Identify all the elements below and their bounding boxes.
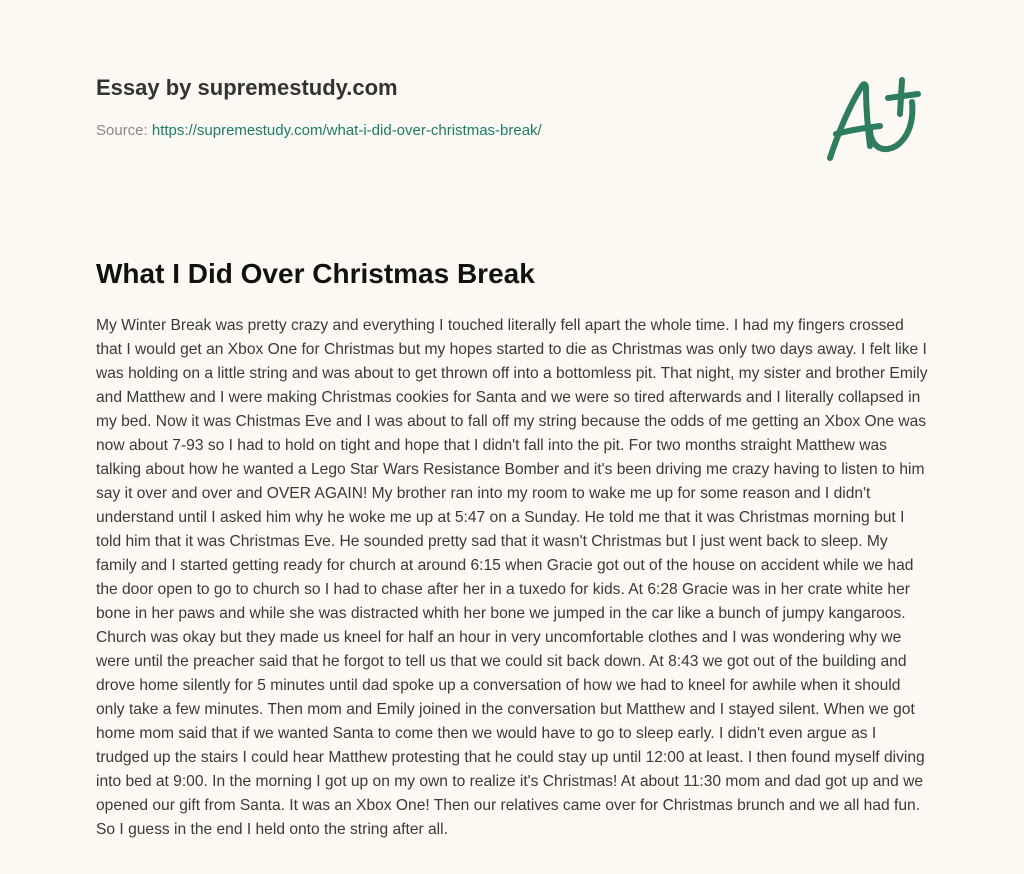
source-line xyxy=(96,121,936,141)
page-header xyxy=(96,74,936,141)
essay-body: My Winter Break was pretty crazy and everything I touched literally fell apart the whole time. I had my fingers crossed that I would get an Xbox One for Christmas but my hopes started to die as Christmas was only two days away. I felt like I was holding on a little string and was about to get thrown off into a bottomless pit. That night, my sister and brother Emily and Matthew and I were making Christmas cookies for Santa and we were so tired afterwards and I literally collapsed in my bed. Now it was Chistmas Eve and I was about to fall off my string because the odds of me getting an Xbox One was now about 7-93 so I had to hold on tight and hope that I didn't fall into the pit. For two months straight Matthew was talking about how he wanted a Lego Star Wars Resistance Bomber and it's been driving me crazy having to listen to him say it over and over and OVER AGAIN! My brother ran into my room to wake me up for some reason and I didn't understand until I asked him why he woke me up at 5:47 on a Sunday. He told me that it was Christmas morning but I told him that it was Christmas Eve. He sounded pretty sad that it wasn't Christmas but I just went back to sleep. My family and I started getting ready for church at around 6:15 when Gracie got out of the house on accident while we had the door open to go to church so I had to chase after her in a tuxedo for kids. At 6:28 Gracie was in her crate white her bone in her paws and while she was distracted whith her bone we jumped in the car like a bunch of jumpy kangaroos. Church was okay but they made us kneel for half an hour in very uncomfortable clothes and I was wondering why we were until the preacher said that he forgot to tell us that we could sit back down. At 8:43 we got out of the building and drove home silently for 5 minutes until dad spoke up a conversation of how we had to kneel for awhile when it should only take a few minutes. Then mom and Emily joined in the conversation but Matthew and I stayed silent. When we got home mom said that if we wanted Santa to come then we would have to go to sleep early. I didn't even argue as I trudged up the stairs I could hear Matthew protesting that he could stay up until 12:00 at least. I then found myself diving into bed at 9:00. In the morning I got up on my own to realize it's Christmas! At about 11:30 mom and dad got up and we opened our gift from Santa. It was an Xbox One! Then our relatives came over for Christmas brunch and we all had fun. So I guess in the end I held onto the string after all. xyxy=(96,317,928,838)
source-link[interactable]: https://supremestudy.com/what-i-did-over-christmas-break/ xyxy=(151,122,542,139)
source-label: Source: xyxy=(96,122,152,139)
a-plus-grade-icon xyxy=(822,68,926,164)
site-title: Essay by supremestudy.com xyxy=(96,75,398,100)
essay-title: What I Did Over Christmas Break xyxy=(96,258,535,289)
